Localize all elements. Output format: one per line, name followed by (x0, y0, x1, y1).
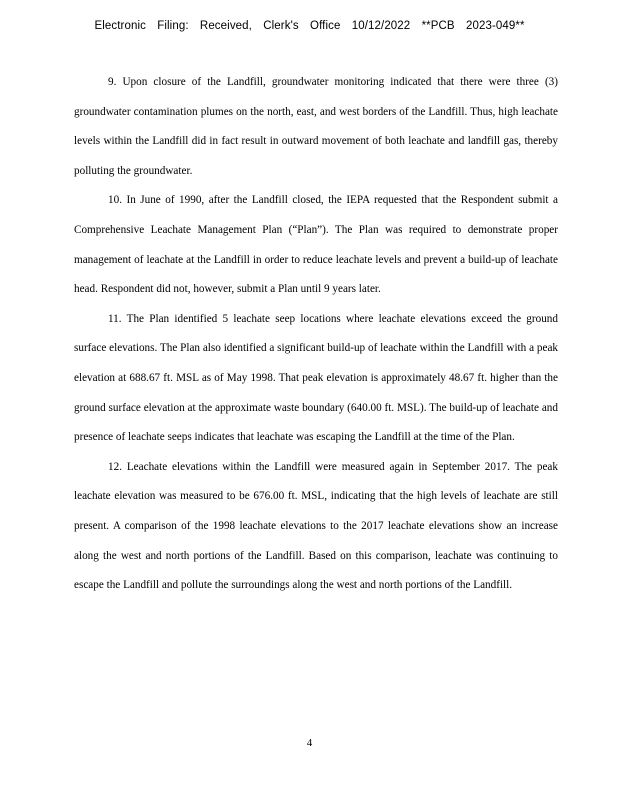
filing-stamp-header: Electronic Filing: Received, Clerk's Office 10/12/2022 **PCB 2023-049** (94, 20, 525, 32)
paragraph-10: 10. In June of 1990, after the Landfill closed, the IEPA requested that the Respondent submit a Comprehensive Leachate Management Plan (“Plan”). The Plan was required to demonstrate proper management of leachate at the Landfill in order to reduce leachate levels and prevent a build-up of leachate head. Respondent did not, however, submit a Plan until 9 years later. (74, 194, 558, 296)
paragraph-12: 12. Leachate elevations within the Landfill were measured again in September 2017. The peak leachate elevation was measured to be 676.00 ft. MSL, indicating that the high levels of leachate are still present. A comparison of the 1998 leachate elevations to the 2017 leachate elevations show an increase along the west and north portions of the Landfill. Based on this comparison, leachate was continuing to escape the Landfill and pollute the surroundings along the west and north portions of the Landfill. (74, 460, 558, 592)
page-number: 4 (306, 737, 313, 749)
paragraph-11: 11. The Plan identified 5 leachate seep locations where leachate elevations exceed the ground surface elevations. The Plan also identified a significant build-up of leachate within the Landfill with a peak elevation at 688.67 ft. MSL as of May 1998. That peak elevation is approximately 48.67 ft. higher than the ground surface elevation at the approximate waste boundary (640.00 ft. MSL). The build-up of leachate and presence of leachate seeps indicates that leachate was escaping the Landfill at the time of the Plan. (74, 312, 558, 444)
document-body (74, 68, 558, 601)
paragraph-9: 9. Upon closure of the Landfill, groundwater monitoring indicated that there were three (3) groundwater contamination plumes on the north, east, and west borders of the Landfill. Thus, high leachate levels within the Landfill did in fact result in outward movement of both leachate and landfill gas, thereby polluting the groundwater. (74, 76, 558, 177)
